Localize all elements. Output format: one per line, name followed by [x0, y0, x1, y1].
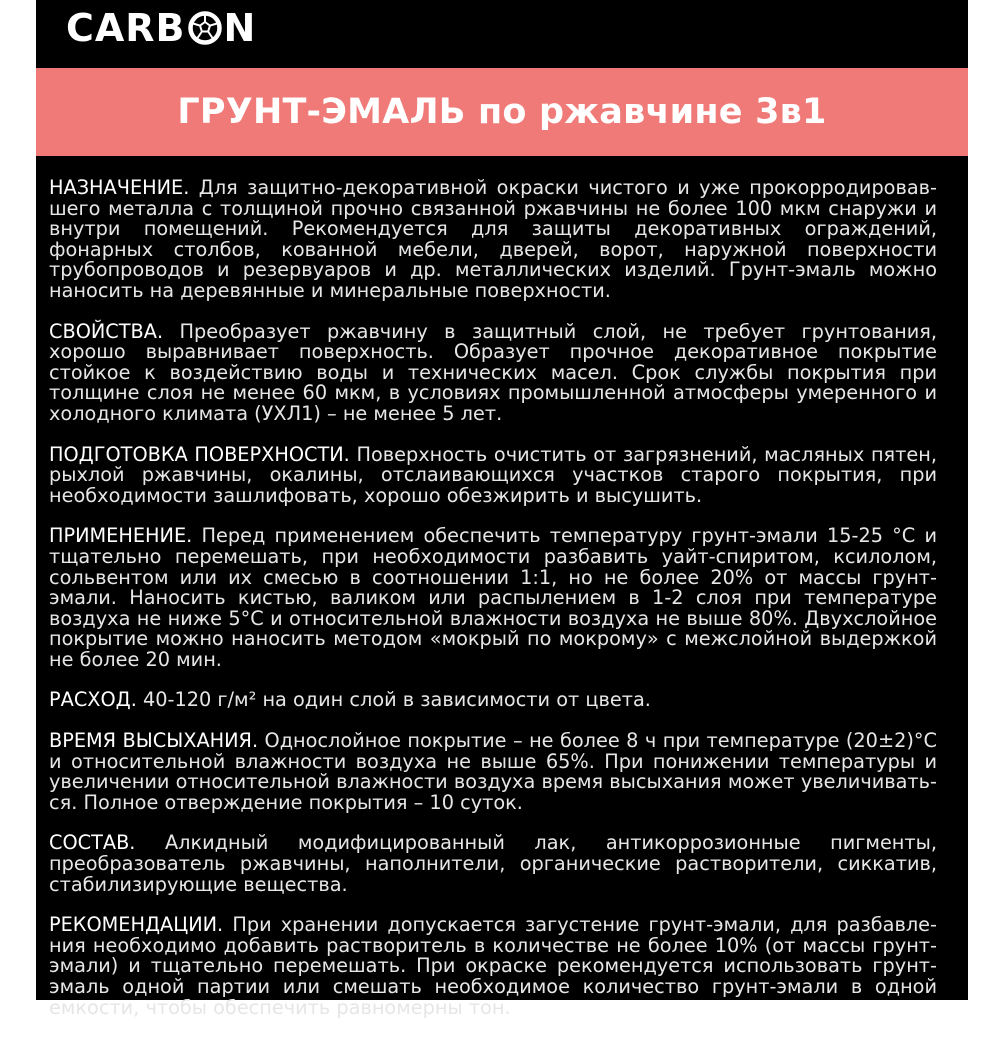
section-text: 40-120 г/м² на один слой в зависимости от цвета. — [143, 688, 651, 712]
section-surface-preparation — [49, 442, 937, 507]
section-heading: ПРИМЕНЕНИЕ. — [49, 524, 193, 548]
section-heading: СВОЙСТВА. — [49, 319, 164, 343]
logo-text-end: N — [223, 6, 257, 50]
section-text: Перед применением обеспечить температуру грунт-эмали 15-25 °С и тщательно перемешать, при необходимости разбавить уайт-спиритом, ксилолом, сольвентом или их смесью в соотношении 1:1, но не более 20% от массы грунт-эмали. Наносить кистью, валиком или распылением в 1-2 слоя при температуре воздуха не ниже 5°С и относительной влажности воздуха не выше 80%. Двухслойное покрытие можно наносить методом «мокрый по мокрому» с межслойной выдержкой не более 20 мин. — [49, 524, 937, 671]
brand-logo — [66, 6, 256, 50]
section-heading: НАЗНАЧЕНИЕ. — [49, 176, 190, 199]
logo-text-start: CARB — [66, 6, 186, 50]
description-content — [49, 178, 937, 1038]
section-heading: ПОДГОТОВКА ПОВЕРХНОСТИ. — [49, 442, 350, 466]
section-text: Алкидный модифицированный лак, антикоррозионные пигменты, преобразователь ржавчины, наполнители, органические растворители, сиккатив, стабилизирующие вещества. — [49, 831, 937, 896]
product-title: ГРУНТ-ЭМАЛЬ по ржавчине 3в1 — [177, 92, 827, 132]
section-purpose — [49, 178, 937, 302]
section-consumption — [49, 690, 937, 711]
section-heading: ВРЕМЯ ВЫСЫХАНИЯ. — [49, 729, 259, 753]
section-application — [49, 526, 937, 670]
product-label-panel — [36, 0, 968, 1019]
section-heading: СОСТАВ. — [49, 831, 136, 855]
section-text: Поверхность очистить от загрязнений, масляных пятен, рыхлой ржавчины, окалины, отслаивающихся участков старого покрытия, при необходимости зашлифовать, хорошо обезжирить и высушить. — [49, 442, 937, 507]
title-banner — [36, 68, 968, 156]
section-text: Однослойное покрытие – не более 8 ч при температуре (20±2)°С и относительной влажности воздуха не выше 65%. При понижении температуры и увеличении относительной влажности воздуха время высыхания может увеличиваться. Полное отверждение покрытия – 10 суток. — [49, 729, 937, 814]
section-heading: РЕКОМЕНДАЦИИ. — [49, 913, 224, 937]
section-heading: РАСХОД. — [49, 688, 137, 712]
section-text: При хранении допускается загустение грунт-эмали, для разбавления необходимо добавить растворитель в количестве не более 10% (от массы грунт-эмали) и тщательно перемешать. При окраске рекомендуется использовать грунт-эмаль одной партии или смешать необходимое количество грунт-эмали в одной емкости, чтобы обеспечить равномерны тон. — [49, 913, 937, 1019]
section-recommendations — [49, 915, 937, 1018]
section-composition — [49, 833, 937, 895]
section-text: Для защитно-декоративной окраски чистого и уже прокорродировавшего металла с толщиной прочно связанной ржавчины не более 100 мкм снаружи и внутри помещений. Рекомендуется для защиты декоративных ограждений, фонарных столбов, кованной мебели, дверей, ворот, наружной поверхности трубопроводов и резервуаров и др. металлических изделий. Грунт-эмаль можно наносить на деревянные и минеральные поверхности. — [49, 176, 937, 302]
soccer-ball-icon — [188, 11, 222, 45]
section-properties — [49, 319, 937, 425]
section-drying-time — [49, 731, 937, 813]
section-text: Преобразует ржавчину в защитный слой, не требует грунтования, хорошо выравнивает поверхность. Образует прочное декоративное покрытие стойкое к воздействию воды и технических масел. Срок службы покрытия при толщине слоя не менее 60 мкм, в условиях промышленной атмосферы умеренного и холодного климата (УХЛ1) – не менее 5 лет. — [49, 319, 937, 425]
